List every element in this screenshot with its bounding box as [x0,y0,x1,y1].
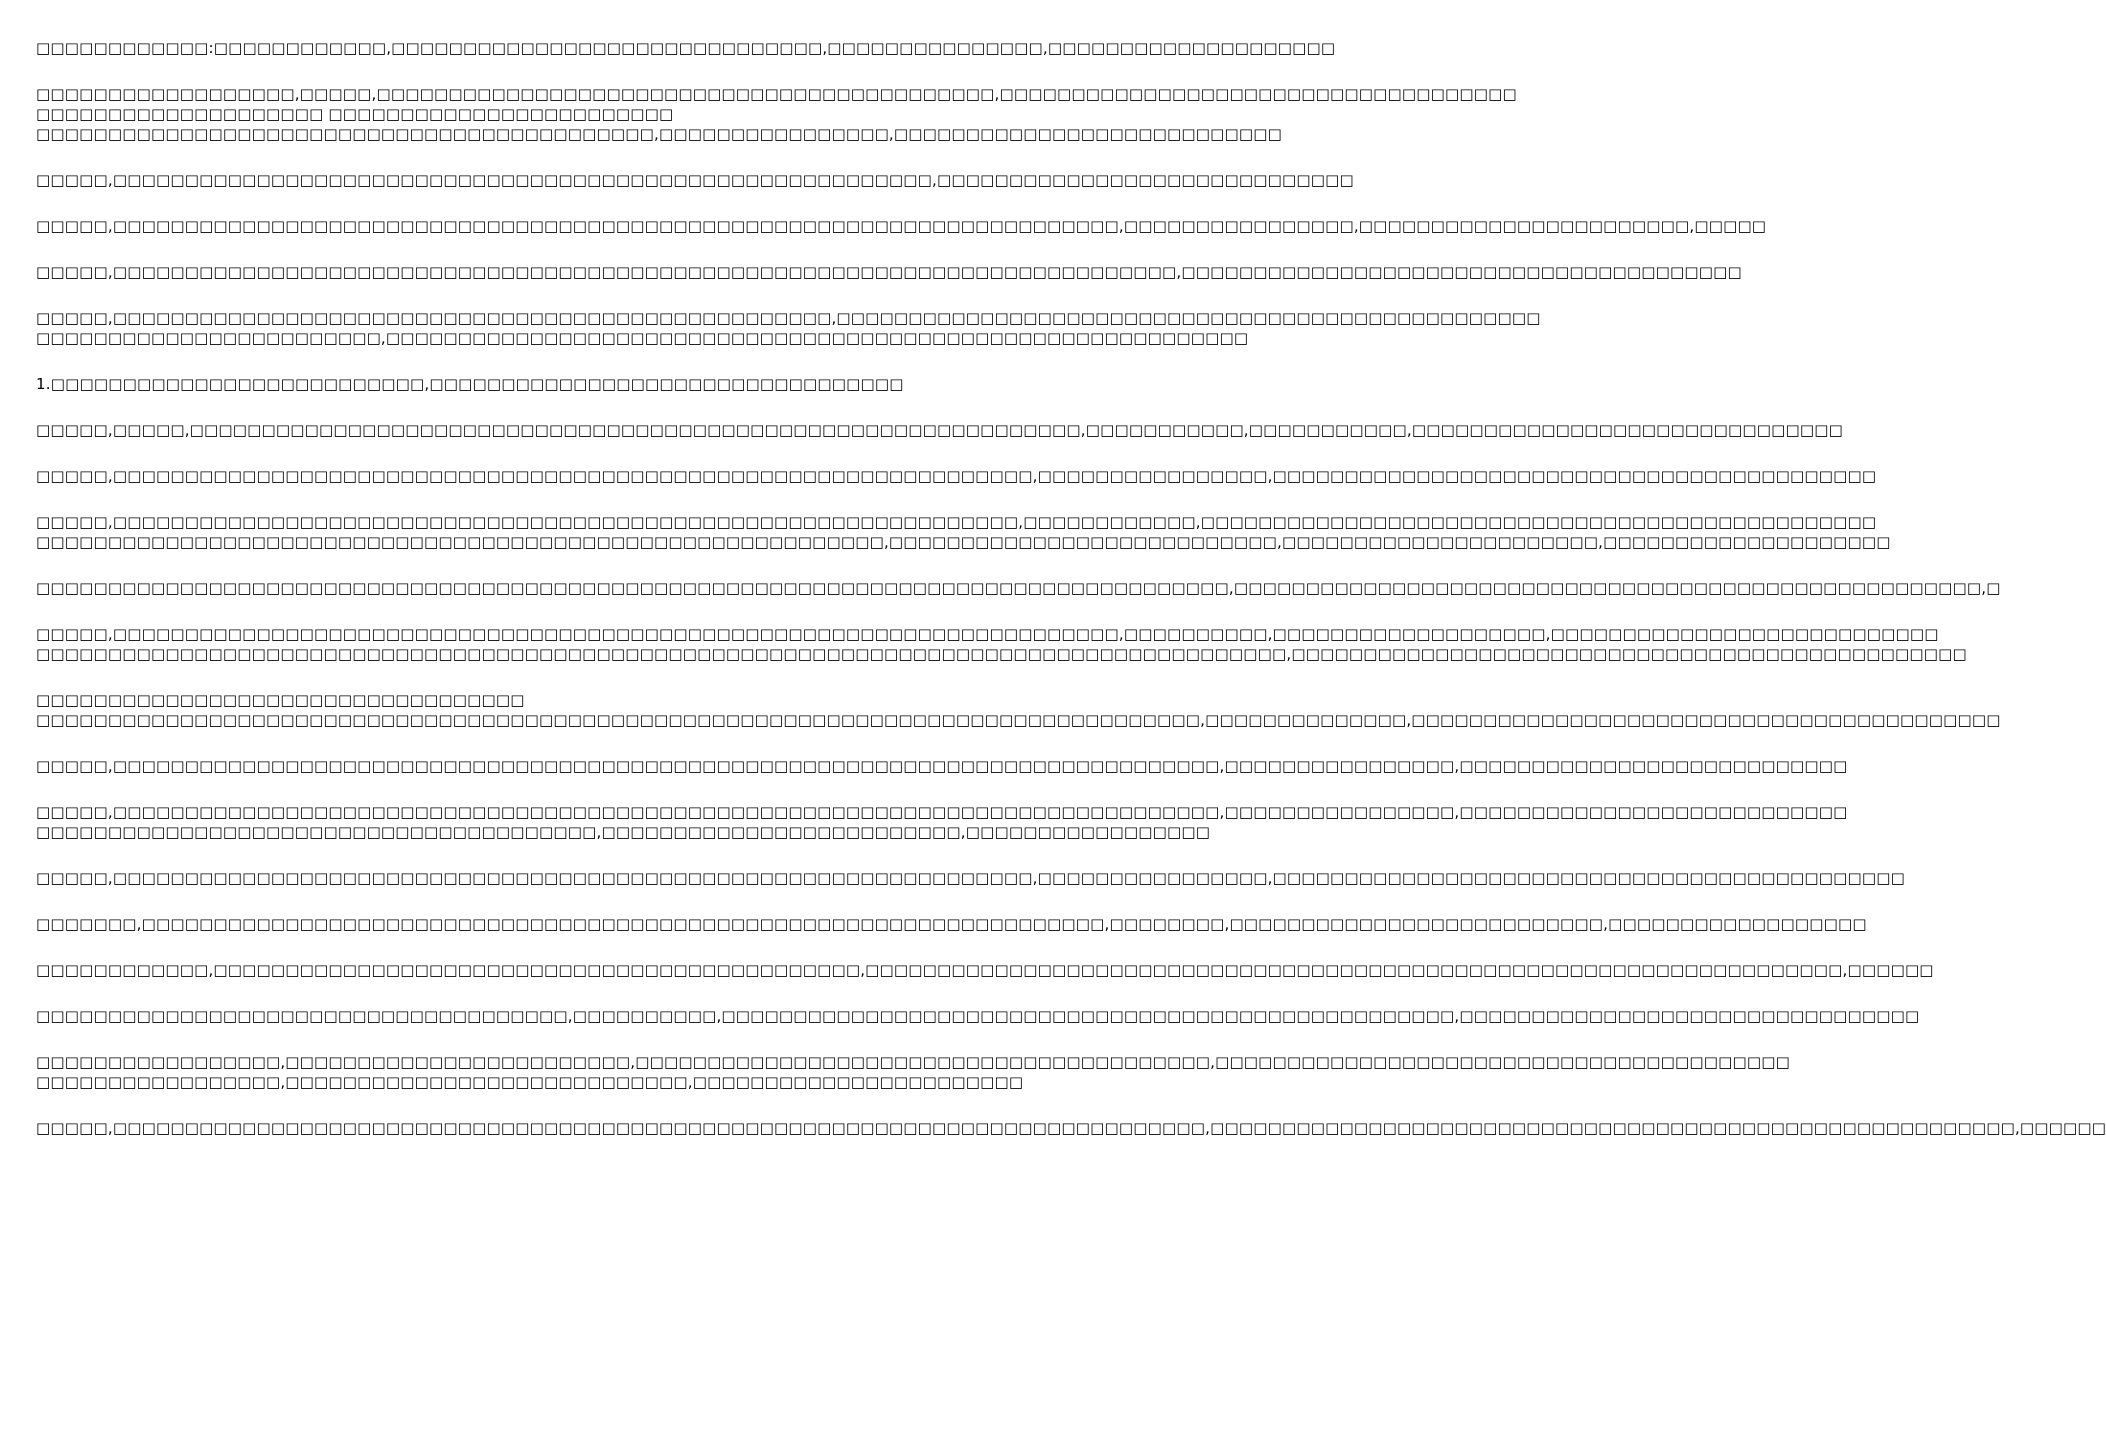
paragraph [36,466,1877,486]
text-line: □□□□□,□□□□□,□□□□□□□□□□□□□□□□□□□□□□□□□□□□□□□□□□□□□□□□□□□□□□□□□□□□□□□□□□□□□□,□□□□□□□□□□□,□□□□□□□□□□□,□□□□□□□□□□□□□□□□□□□□□□□□□□□□□□ [36,421,1844,439]
paragraph [36,420,1844,440]
text-line: □□□□□,□□□□□□□□□□□□□□□□□□□□□□□□□□□□□□□□□□□□□□□□□□□□□□□□□□□□□□□□□□□□□□□□□□□□□□□□□□□□□,□□□□□□□□□□□□□□□□,□□□□□□□□□□□□□□□□□□□□□□□□□□□ [36,803,1848,821]
text-line: □□□□□□□□□□□□□□□□□□□□□□□□□□□□□□□□□□□□□□□,□□□□□□□□□□□□□□□□□□□□□□□□□,□□□□□□□□□□□□□□□□□ [36,823,1211,841]
text-line: □□□□□□□□□□□□□□□□□□,□□□□□,□□□□□□□□□□□□□□□□□□□□□□□□□□□□□□□□□□□□□□□□□□□,□□□□□□□□□□□□□□□□□□□□□□□□□□□□□□□□□□□□ [36,85,1517,103]
text-line: □□□□□,□□□□□□□□□□□□□□□□□□□□□□□□□□□□□□□□□□□□□□□□□□□□□□□□□□□□□□□□□□□□□□□□□□□□□□,□□□□□□□□□□□□□□□□,□□□□□□□□□□□□□□□□□□□□□□□,□□□□□ [36,217,1767,235]
text-line: □□□□□,□□□□□□□□□□□□□□□□□□□□□□□□□□□□□□□□□□□□□□□□□□□□□□□□□□□□□□□□□□□□□□□□□□□□□□□□□□□□□,□□□□□□□□□□□□□□□□,□□□□□□□□□□□□□□□□□□□□□□□□□□□ [36,757,1848,775]
paragraph [36,624,1967,664]
paragraph [36,374,990,394]
text-line: □□□□□,□□□□□□□□□□□□□□□□□□□□□□□□□□□□□□□□□□□□□□□□□□□□□□□□□□□□□□□□□□□□□□□□□□□□□□□□□□□□,□□□□□□□□□□□□□□□□□□□□□□□□□□□□□□□□□□□□□□□□□□□□□□□□□□□□□□□□,□□□□□□ [36,1119,2106,1137]
paragraph [36,170,1354,190]
text-line: □□□□□□□□□□□□□□□□□□□□□□□□,□□□□□□□□□□□□□□□□□□□□□□□□□□□□□□□□□□□□□□□□□□□□□□□□□□□□□□□□□□□□ [36,329,1249,347]
paragraph [36,216,1767,236]
text-line: □□□□□□□□□□□□,□□□□□□□□□□□□□□□□□□□□□□□□□□□□□□□□□□□□□□□□□□□□□,□□□□□□□□□□□□□□□□□□□□□□□□□□□□□□□□□□□□□□□□□□□□□□□□□□□□□□□□□□□□□□□□□□□□,□□□□□□ [36,961,1934,979]
text-line: □□□□□,□□□□□□□□□□□□□□□□□□□□□□□□□□□□□□□□□□□□□□□□□□□□□□□□□□□□□□□□□□□□□□□□□□□□□□□□□□,□□□□□□□□□□□□□□□□□□□□□□□□□□□□□□□□□□□□□□□ [36,263,1742,281]
text-line: □□□□□□□□□□□□□□□□□□□□□□□□□□□□□□□□□□□□□□□□□□□□□□□□□□□□□□□□□□□□□□□□□□□□□□□□□□□□□□□□□,□□□□□□□□□□□□□□,□□□□□□□□□□□□□□□□□□□□□□□□□□□□□□□□□□□□□□□□□ [36,711,2001,729]
paragraph [36,1006,1920,1026]
paragraph [36,1118,2106,1138]
text-line: □□□□□□□,□□□□□□□□□□□□□□□□□□□□□□□□□□□□□□□□□□□□□□□□□□□□□□□□□□□□□□□□□□□□□□□□□□□,□□□□□□□□,□□□□□□□□□□□□□□□□□□□□□□□□□□,□□□□□□□□□□□□□□□□□□ [36,915,1867,933]
paragraph [36,512,1891,552]
paragraph [36,38,1336,58]
paragraph [36,690,2001,730]
paragraph [36,84,1517,144]
document-page [36,38,2106,1164]
paragraph [36,262,1742,282]
text-line: □□□□□□□□□□□□□□□□□□□□□□□□□□□□□□□□□□□□□□□□□□□□□□□□□□□□□□□□□□□□□□□□□□□□□□□□□□□□□□□□□□□,□□□□□□□□□□□□□□□□□□□□□□□□□□□□□□□□□□□□□□□□□□□□□□□□□□□□,□ [36,579,2001,597]
text-line: □□□□□,□□□□□□□□□□□□□□□□□□□□□□□□□□□□□□□□□□□□□□□□□□□□□□□□□□□□□□□□□□□□□□□□□□□□□□,□□□□□□□□□□,□□□□□□□□□□□□□□□□□□□,□□□□□□□□□□□□□□□□□□□□□□□□□□□ [36,625,1939,643]
paragraph [36,1052,1790,1092]
paragraph [36,308,1541,348]
text-line: □□□□□,□□□□□□□□□□□□□□□□□□□□□□□□□□□□□□□□□□□□□□□□□□□□□□□□□□□□□□□□□□□□□□□□,□□□□□□□□□□□□□□□□,□□□□□□□□□□□□□□□□□□□□□□□□□□□□□□□□□□□□□□□□□□□□ [36,869,1905,887]
text-line: □□□□□,□□□□□□□□□□□□□□□□□□□□□□□□□□□□□□□□□□□□□□□□□□□□□□□□□□□□□□□□□□□□□□□,□□□□□□□□□□□□,□□□□□□□□□□□□□□□□□□□□□□□□□□□□□□□□□□□□□□□□□□□□□□□ [36,513,1877,531]
text-line: □□□□□□□□□□□□□□□□□□□□□□□□□□□□□□□□□□□□□□□□□□□□□□□□□□□□□□□□□□□,□□□□□□□□□□□□□□□□□□□□□□□□□□□,□□□□□□□□□□□□□□□□□□□□□□,□□□□□□□□□□□□□□□□□□□□ [36,533,1891,551]
paragraph [36,868,1905,888]
text-line: □□□□□□□□□□□□□□□□□□□□□□□□□□□□□□□□□□□□□□□□□□□□□□□□□□□□□□□□□□□□□□□□□□□□□□□□□□□□□□□□□□□□□□□,□□□□□□□□□□□□□□□□□□□□□□□□□□□□□□□□□□□□□□□□□□□□□□□ [36,645,1967,663]
text-line: □□□□□□□□□□□□□□□□□,□□□□□□□□□□□□□□□□□□□□□□□□,□□□□□□□□□□□□□□□□□□□□□□□□□□□□□□□□□□□□□□□□,□□□□□□□□□□□□□□□□□□□□□□□□□□□□□□□□□□□□□□□□ [36,1053,1790,1071]
text-line: □□□□□,□□□□□□□□□□□□□□□□□□□□□□□□□□□□□□□□□□□□□□□□□□□□□□□□□□□□□□□□□□□□□□□□,□□□□□□□□□□□□□□□□,□□□□□□□□□□□□□□□□□□□□□□□□□□□□□□□□□□□□□□□□□□ [36,467,1877,485]
text-line: □□□□□□□□□□□□:□□□□□□□□□□□□,□□□□□□□□□□□□□□□□□□□□□□□□□□□□□□,□□□□□□□□□□□□□□□,□□□□□□□□□□□□□□□□□□□□ [36,39,1336,57]
text-line: □□□□□□□□□□□□□□□□□,□□□□□□□□□□□□□□□□□□□□□□□□□□□□,□□□□□□□□□□□□□□□□□□□□□□□ [36,1073,1024,1091]
text-line: □□□□□□□□□□□□□□□□□□□□□□□□□□□□□□□□□□ [36,691,525,709]
text-line: □□□□□□□□□□□□□□□□□□□□□□□□□□□□□□□□□□□□□,□□□□□□□□□□,□□□□□□□□□□□□□□□□□□□□□□□□□□□□□□□□□□□□□□□□□□□□□□□□□□□,□□□□□□□□□□□□□□□□□□□□□□□□□□□□□□□□ [36,1007,1920,1025]
paragraph [36,802,1848,842]
text-line: 1.□□□□□□□□□□□□□□□□□□□□□□□□□□,□□□□□□□□□□□□□□□□□□□□□□□□□□□□□□□□□ [36,375,904,393]
paragraph [36,914,1867,934]
paragraph [36,960,1934,980]
text-line: □□□□□,□□□□□□□□□□□□□□□□□□□□□□□□□□□□□□□□□□□□□□□□□□□□□□□□□□□□□□□□□,□□□□□□□□□□□□□□□□□□□□□□□□□□□□□ [36,171,1354,189]
paragraph [36,756,1848,776]
paragraph [36,578,2001,598]
text-line: □□□□□,□□□□□□□□□□□□□□□□□□□□□□□□□□□□□□□□□□□□□□□□□□□□□□□□□□,□□□□□□□□□□□□□□□□□□□□□□□□□□□□□□□□□□□□□□□□□□□□□□□□□ [36,309,1541,327]
text-line: □□□□□□□□□□□□□□□□□□□□□□□□□□□□□□□□□□□□□□□□□□□,□□□□□□□□□□□□□□□□,□□□□□□□□□□□□□□□□□□□□□□□□□□□ [36,125,1282,143]
text-line: □□□□□□□□□□□□□□□□□□□□ □□□□□□□□□□□□□□□□□□□□□□□□ [36,105,674,123]
